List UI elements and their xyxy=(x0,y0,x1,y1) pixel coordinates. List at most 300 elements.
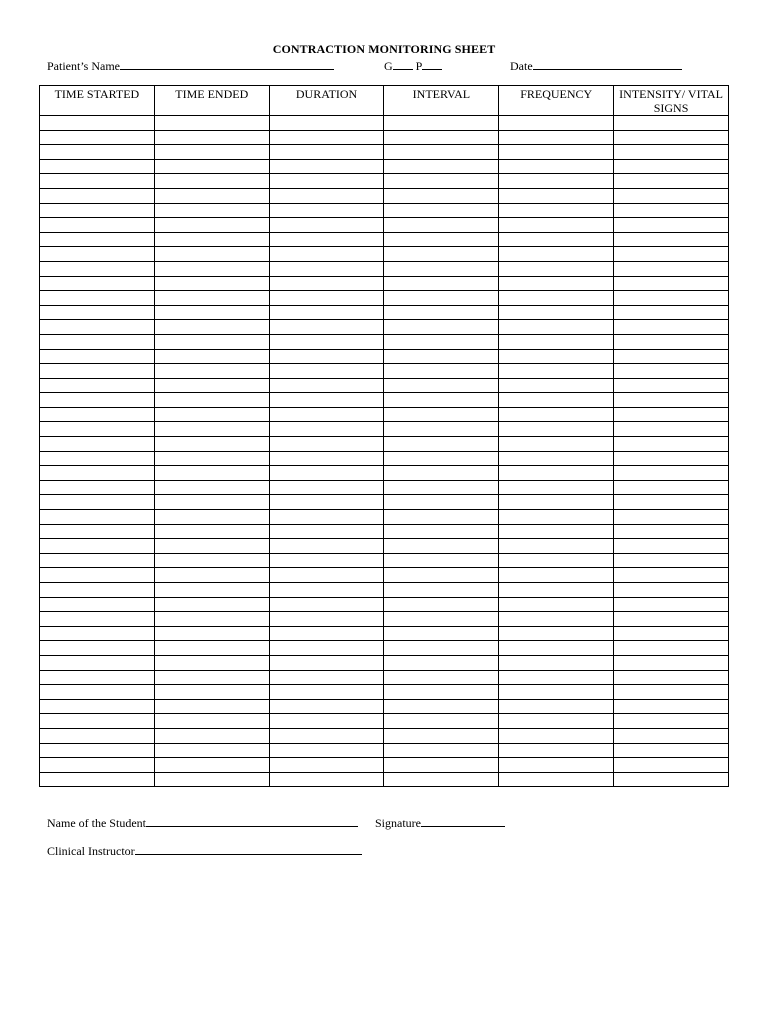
patient-name-line xyxy=(47,58,334,74)
table-cell[interactable] xyxy=(499,524,614,539)
table-cell[interactable] xyxy=(384,218,499,233)
table-cell[interactable] xyxy=(614,320,729,335)
table-cell[interactable] xyxy=(384,539,499,554)
table-cell[interactable] xyxy=(40,758,155,773)
table-cell[interactable] xyxy=(499,437,614,452)
table-cell[interactable] xyxy=(154,553,269,568)
table-cell[interactable] xyxy=(614,378,729,393)
table-cell[interactable] xyxy=(269,218,384,233)
table-cell[interactable] xyxy=(269,261,384,276)
table-cell[interactable] xyxy=(614,145,729,160)
table-cell[interactable] xyxy=(154,276,269,291)
table-cell[interactable] xyxy=(154,743,269,758)
patient-name-field[interactable] xyxy=(120,58,334,70)
table-cell[interactable] xyxy=(154,437,269,452)
table-cell[interactable] xyxy=(40,670,155,685)
table-cell[interactable] xyxy=(499,422,614,437)
table-cell[interactable] xyxy=(269,174,384,189)
table-cell[interactable] xyxy=(154,626,269,641)
table-cell[interactable] xyxy=(614,466,729,481)
table-cell[interactable] xyxy=(614,655,729,670)
table-cell[interactable] xyxy=(269,451,384,466)
table-cell[interactable] xyxy=(269,116,384,131)
table-cell[interactable] xyxy=(154,378,269,393)
table-cell[interactable] xyxy=(40,174,155,189)
table-row xyxy=(40,772,729,787)
table-cell[interactable] xyxy=(40,685,155,700)
table-cell[interactable] xyxy=(40,626,155,641)
table-cell[interactable] xyxy=(154,510,269,525)
gravida-field[interactable] xyxy=(393,58,413,70)
table-cell[interactable] xyxy=(269,378,384,393)
table-cell[interactable] xyxy=(154,583,269,598)
table-cell[interactable] xyxy=(499,758,614,773)
table-cell[interactable] xyxy=(614,641,729,656)
table-cell[interactable] xyxy=(614,422,729,437)
table-cell[interactable] xyxy=(269,772,384,787)
table-cell[interactable] xyxy=(269,466,384,481)
table-cell[interactable] xyxy=(40,188,155,203)
table-cell[interactable] xyxy=(614,539,729,554)
table-row xyxy=(40,276,729,291)
table-cell[interactable] xyxy=(614,568,729,583)
table-cell[interactable] xyxy=(269,203,384,218)
student-name-field[interactable] xyxy=(146,815,358,827)
table-cell[interactable] xyxy=(384,626,499,641)
table-cell[interactable] xyxy=(499,393,614,408)
table-cell[interactable] xyxy=(499,116,614,131)
table-cell[interactable] xyxy=(40,583,155,598)
table-row xyxy=(40,188,729,203)
table-cell[interactable] xyxy=(499,466,614,481)
table-cell[interactable] xyxy=(499,145,614,160)
table-cell[interactable] xyxy=(269,130,384,145)
table-cell[interactable] xyxy=(269,553,384,568)
table-cell[interactable] xyxy=(40,480,155,495)
table-cell[interactable] xyxy=(499,553,614,568)
table-cell[interactable] xyxy=(154,524,269,539)
table-cell[interactable] xyxy=(384,495,499,510)
signature-field[interactable] xyxy=(421,815,505,827)
table-cell[interactable] xyxy=(154,320,269,335)
table-cell[interactable] xyxy=(384,641,499,656)
signature-line xyxy=(375,815,505,831)
table-cell[interactable] xyxy=(499,539,614,554)
table-cell[interactable] xyxy=(154,247,269,262)
table-cell[interactable] xyxy=(154,480,269,495)
table-cell[interactable] xyxy=(154,714,269,729)
table-cell[interactable] xyxy=(154,539,269,554)
table-cell[interactable] xyxy=(384,451,499,466)
table-cell[interactable] xyxy=(499,232,614,247)
table-cell[interactable] xyxy=(614,159,729,174)
table-cell[interactable] xyxy=(614,495,729,510)
table-cell[interactable] xyxy=(40,641,155,656)
table-cell[interactable] xyxy=(154,349,269,364)
table-cell[interactable] xyxy=(384,203,499,218)
table-cell[interactable] xyxy=(614,553,729,568)
table-cell[interactable] xyxy=(269,641,384,656)
col-interval: INTERVAL xyxy=(384,86,499,116)
table-cell[interactable] xyxy=(154,261,269,276)
table-cell[interactable] xyxy=(614,758,729,773)
table-cell[interactable] xyxy=(499,685,614,700)
table-cell[interactable] xyxy=(40,437,155,452)
table-cell[interactable] xyxy=(269,188,384,203)
col-intensity-vital-signs: INTENSITY/ VITAL SIGNS xyxy=(614,86,729,116)
table-cell[interactable] xyxy=(384,758,499,773)
table-cell[interactable] xyxy=(154,670,269,685)
table-cell[interactable] xyxy=(384,116,499,131)
table-cell[interactable] xyxy=(269,510,384,525)
table-cell[interactable] xyxy=(614,349,729,364)
table-cell[interactable] xyxy=(269,714,384,729)
table-cell[interactable] xyxy=(40,597,155,612)
table-cell[interactable] xyxy=(384,320,499,335)
table-cell[interactable] xyxy=(154,291,269,306)
table-cell[interactable] xyxy=(499,480,614,495)
table-cell[interactable] xyxy=(384,291,499,306)
table-cell[interactable] xyxy=(40,232,155,247)
table-cell[interactable] xyxy=(154,407,269,422)
table-cell[interactable] xyxy=(499,188,614,203)
table-cell[interactable] xyxy=(269,758,384,773)
table-cell[interactable] xyxy=(384,334,499,349)
table-cell[interactable] xyxy=(154,188,269,203)
table-cell[interactable] xyxy=(614,685,729,700)
table-cell[interactable] xyxy=(614,407,729,422)
table-cell[interactable] xyxy=(154,495,269,510)
table-cell[interactable] xyxy=(269,291,384,306)
table-cell[interactable] xyxy=(40,218,155,233)
table-cell[interactable] xyxy=(384,612,499,627)
table-cell[interactable] xyxy=(499,159,614,174)
table-cell[interactable] xyxy=(614,334,729,349)
table-cell[interactable] xyxy=(269,480,384,495)
table-cell[interactable] xyxy=(499,349,614,364)
table-cell[interactable] xyxy=(40,130,155,145)
table-cell[interactable] xyxy=(614,116,729,131)
table-cell[interactable] xyxy=(384,714,499,729)
table-cell[interactable] xyxy=(269,495,384,510)
table-cell[interactable] xyxy=(384,568,499,583)
table-cell[interactable] xyxy=(499,495,614,510)
table-cell[interactable] xyxy=(154,145,269,160)
table-cell[interactable] xyxy=(614,291,729,306)
table-cell[interactable] xyxy=(614,772,729,787)
table-cell[interactable] xyxy=(499,568,614,583)
table-cell[interactable] xyxy=(154,597,269,612)
table-cell[interactable] xyxy=(614,232,729,247)
table-cell[interactable] xyxy=(614,218,729,233)
table-cell[interactable] xyxy=(269,145,384,160)
col-duration: DURATION xyxy=(269,86,384,116)
table-cell[interactable] xyxy=(499,247,614,262)
table-cell[interactable] xyxy=(269,539,384,554)
table-cell[interactable] xyxy=(499,174,614,189)
table-cell[interactable] xyxy=(154,451,269,466)
table-cell[interactable] xyxy=(384,378,499,393)
table-cell[interactable] xyxy=(40,714,155,729)
table-cell[interactable] xyxy=(40,466,155,481)
table-cell[interactable] xyxy=(384,772,499,787)
col-time-ended: TIME ENDED xyxy=(154,86,269,116)
table-cell[interactable] xyxy=(154,232,269,247)
table-cell[interactable] xyxy=(614,247,729,262)
table-cell[interactable] xyxy=(269,612,384,627)
table-cell[interactable] xyxy=(269,364,384,379)
table-cell[interactable] xyxy=(614,130,729,145)
table-cell[interactable] xyxy=(40,510,155,525)
table-cell[interactable] xyxy=(614,305,729,320)
table-cell[interactable] xyxy=(614,451,729,466)
table-cell[interactable] xyxy=(40,364,155,379)
table-cell[interactable] xyxy=(154,685,269,700)
table-cell[interactable] xyxy=(40,261,155,276)
table-cell[interactable] xyxy=(269,655,384,670)
table-cell[interactable] xyxy=(40,728,155,743)
table-cell[interactable] xyxy=(269,699,384,714)
table-cell[interactable] xyxy=(614,203,729,218)
table-cell[interactable] xyxy=(40,524,155,539)
table-cell[interactable] xyxy=(499,203,614,218)
table-cell[interactable] xyxy=(154,334,269,349)
table-cell[interactable] xyxy=(40,334,155,349)
table-cell[interactable] xyxy=(154,466,269,481)
table-cell[interactable] xyxy=(499,583,614,598)
table-cell[interactable] xyxy=(154,393,269,408)
table-cell[interactable] xyxy=(614,261,729,276)
table-cell[interactable] xyxy=(269,276,384,291)
table-cell[interactable] xyxy=(40,393,155,408)
table-cell[interactable] xyxy=(269,407,384,422)
table-cell[interactable] xyxy=(40,772,155,787)
table-cell[interactable] xyxy=(499,291,614,306)
table-cell[interactable] xyxy=(40,145,155,160)
table-cell[interactable] xyxy=(614,728,729,743)
date-field[interactable] xyxy=(533,58,682,70)
table-cell[interactable] xyxy=(384,174,499,189)
table-cell[interactable] xyxy=(384,159,499,174)
table-cell[interactable] xyxy=(614,699,729,714)
table-cell[interactable] xyxy=(154,116,269,131)
table-cell[interactable] xyxy=(40,612,155,627)
table-cell[interactable] xyxy=(499,612,614,627)
table-cell[interactable] xyxy=(384,437,499,452)
table-cell[interactable] xyxy=(499,772,614,787)
table-cell[interactable] xyxy=(154,728,269,743)
table-cell[interactable] xyxy=(499,261,614,276)
table-cell[interactable] xyxy=(614,597,729,612)
table-row xyxy=(40,626,729,641)
table-cell[interactable] xyxy=(40,203,155,218)
table-cell[interactable] xyxy=(614,626,729,641)
table-cell[interactable] xyxy=(40,568,155,583)
table-cell[interactable] xyxy=(40,451,155,466)
table-cell[interactable] xyxy=(40,495,155,510)
table-cell[interactable] xyxy=(154,174,269,189)
table-cell[interactable] xyxy=(40,539,155,554)
table-cell[interactable] xyxy=(384,247,499,262)
table-cell[interactable] xyxy=(384,364,499,379)
table-cell[interactable] xyxy=(40,422,155,437)
table-cell[interactable] xyxy=(154,218,269,233)
table-cell[interactable] xyxy=(384,655,499,670)
table-cell[interactable] xyxy=(499,743,614,758)
table-cell[interactable] xyxy=(499,305,614,320)
table-cell[interactable] xyxy=(40,247,155,262)
table-cell[interactable] xyxy=(40,320,155,335)
table-cell[interactable] xyxy=(499,728,614,743)
table-cell[interactable] xyxy=(384,407,499,422)
table-cell[interactable] xyxy=(154,612,269,627)
table-cell[interactable] xyxy=(269,524,384,539)
table-cell[interactable] xyxy=(40,407,155,422)
table-cell[interactable] xyxy=(154,699,269,714)
table-cell[interactable] xyxy=(499,714,614,729)
para-field[interactable] xyxy=(422,58,442,70)
table-cell[interactable] xyxy=(614,714,729,729)
table-cell[interactable] xyxy=(269,597,384,612)
table-cell[interactable] xyxy=(154,364,269,379)
table-cell[interactable] xyxy=(384,130,499,145)
table-cell[interactable] xyxy=(614,188,729,203)
table-cell[interactable] xyxy=(499,626,614,641)
table-cell[interactable] xyxy=(40,655,155,670)
table-cell[interactable] xyxy=(614,510,729,525)
table-cell[interactable] xyxy=(384,553,499,568)
table-cell[interactable] xyxy=(499,218,614,233)
table-cell[interactable] xyxy=(499,597,614,612)
table-cell[interactable] xyxy=(499,655,614,670)
table-cell[interactable] xyxy=(269,232,384,247)
table-cell[interactable] xyxy=(269,583,384,598)
table-body xyxy=(40,116,729,787)
table-cell[interactable] xyxy=(384,583,499,598)
table-cell[interactable] xyxy=(614,364,729,379)
table-cell[interactable] xyxy=(499,130,614,145)
table-cell[interactable] xyxy=(154,305,269,320)
table-cell[interactable] xyxy=(269,685,384,700)
table-cell[interactable] xyxy=(154,203,269,218)
table-cell[interactable] xyxy=(269,626,384,641)
table-cell[interactable] xyxy=(154,159,269,174)
table-cell[interactable] xyxy=(499,641,614,656)
table-cell[interactable] xyxy=(40,553,155,568)
table-cell[interactable] xyxy=(384,145,499,160)
table-cell[interactable] xyxy=(499,451,614,466)
table-cell[interactable] xyxy=(384,524,499,539)
table-cell[interactable] xyxy=(499,407,614,422)
table-cell[interactable] xyxy=(384,699,499,714)
table-cell[interactable] xyxy=(40,276,155,291)
table-cell[interactable] xyxy=(614,670,729,685)
student-line xyxy=(47,815,358,831)
signature-label: Signature xyxy=(375,816,421,830)
table-row xyxy=(40,261,729,276)
table-cell[interactable] xyxy=(384,597,499,612)
table-cell[interactable] xyxy=(614,437,729,452)
table-cell[interactable] xyxy=(384,349,499,364)
table-cell[interactable] xyxy=(499,334,614,349)
table-cell[interactable] xyxy=(384,670,499,685)
table-cell[interactable] xyxy=(154,422,269,437)
table-cell[interactable] xyxy=(384,510,499,525)
table-cell[interactable] xyxy=(614,393,729,408)
table-cell[interactable] xyxy=(154,758,269,773)
table-cell[interactable] xyxy=(614,524,729,539)
table-cell[interactable] xyxy=(269,728,384,743)
table-cell[interactable] xyxy=(384,422,499,437)
table-cell[interactable] xyxy=(499,378,614,393)
table-cell[interactable] xyxy=(269,568,384,583)
table-cell[interactable] xyxy=(40,378,155,393)
table-row xyxy=(40,145,729,160)
table-cell[interactable] xyxy=(384,261,499,276)
table-cell[interactable] xyxy=(614,583,729,598)
table-cell[interactable] xyxy=(614,174,729,189)
table-cell[interactable] xyxy=(614,276,729,291)
table-cell[interactable] xyxy=(269,437,384,452)
table-cell[interactable] xyxy=(269,670,384,685)
table-cell[interactable] xyxy=(384,466,499,481)
table-cell[interactable] xyxy=(154,130,269,145)
table-cell[interactable] xyxy=(154,641,269,656)
table-cell[interactable] xyxy=(269,422,384,437)
table-cell[interactable] xyxy=(154,568,269,583)
table-cell[interactable] xyxy=(384,685,499,700)
table-cell[interactable] xyxy=(499,276,614,291)
table-cell[interactable] xyxy=(40,159,155,174)
table-cell[interactable] xyxy=(269,743,384,758)
table-cell[interactable] xyxy=(269,320,384,335)
table-cell[interactable] xyxy=(384,232,499,247)
table-cell[interactable] xyxy=(499,670,614,685)
table-cell[interactable] xyxy=(499,364,614,379)
table-cell[interactable] xyxy=(40,699,155,714)
table-cell[interactable] xyxy=(384,393,499,408)
table-cell[interactable] xyxy=(614,480,729,495)
table-cell[interactable] xyxy=(499,320,614,335)
table-row xyxy=(40,524,729,539)
table-cell[interactable] xyxy=(384,743,499,758)
table-cell[interactable] xyxy=(384,305,499,320)
instructor-field[interactable] xyxy=(135,843,362,855)
para-label: P xyxy=(415,59,423,73)
table-cell[interactable] xyxy=(499,699,614,714)
table-cell[interactable] xyxy=(154,772,269,787)
table-cell[interactable] xyxy=(40,743,155,758)
table-cell[interactable] xyxy=(614,612,729,627)
table-cell[interactable] xyxy=(384,276,499,291)
table-cell[interactable] xyxy=(154,655,269,670)
table-cell[interactable] xyxy=(269,349,384,364)
table-cell[interactable] xyxy=(384,188,499,203)
table-cell[interactable] xyxy=(499,510,614,525)
table-cell[interactable] xyxy=(384,728,499,743)
table-cell[interactable] xyxy=(269,305,384,320)
table-cell[interactable] xyxy=(269,247,384,262)
table-cell[interactable] xyxy=(269,159,384,174)
table-cell[interactable] xyxy=(269,334,384,349)
table-cell[interactable] xyxy=(40,291,155,306)
table-cell[interactable] xyxy=(269,393,384,408)
table-cell[interactable] xyxy=(614,743,729,758)
table-cell[interactable] xyxy=(40,116,155,131)
table-cell[interactable] xyxy=(40,349,155,364)
table-cell[interactable] xyxy=(40,305,155,320)
table-cell[interactable] xyxy=(384,480,499,495)
